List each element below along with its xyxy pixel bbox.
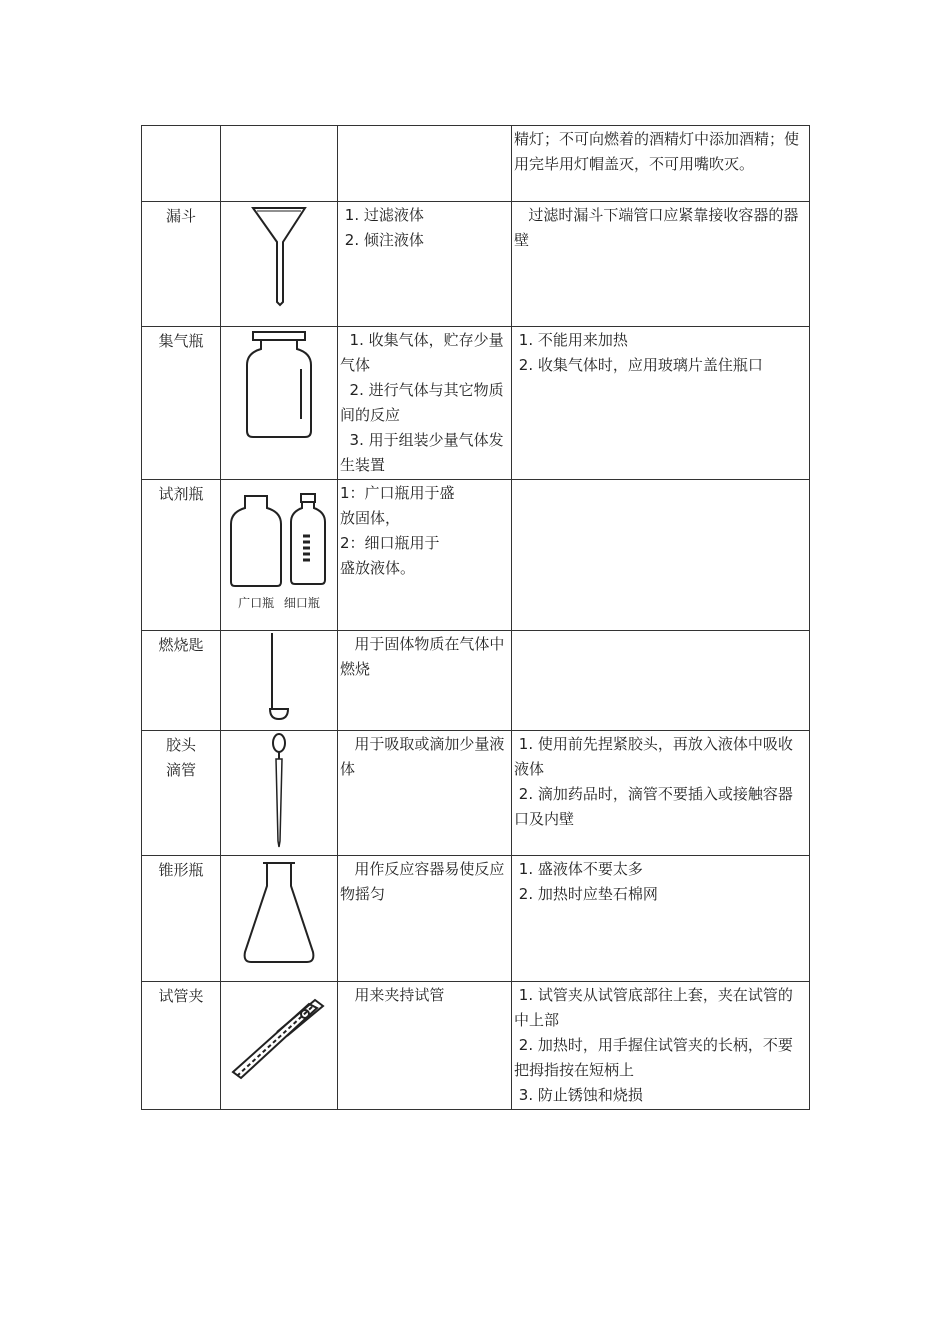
apparatus-name: 试管夹	[158, 987, 204, 1005]
notes-cell	[512, 327, 810, 480]
notes-cell	[512, 982, 810, 1110]
image-cell	[221, 731, 338, 856]
use-line: 用于固体物质在气体中燃烧	[340, 635, 505, 678]
notes-cell	[512, 480, 810, 631]
table-row	[142, 480, 810, 631]
uses-cell	[338, 631, 512, 731]
name-cell	[142, 202, 221, 327]
apparatus-name: 漏斗	[165, 207, 196, 225]
notes-cell	[512, 631, 810, 731]
use-line: 2. 进行气体与其它物质间的反应	[340, 381, 504, 424]
image-cell	[221, 982, 338, 1110]
uses-cell	[338, 126, 512, 202]
note-line: 1. 试管夹从试管底部往上套，夹在试管的中上部	[514, 986, 793, 1029]
table-row	[142, 631, 810, 731]
gas-collecting-bottle-icon	[239, 327, 319, 442]
table-row	[142, 731, 810, 856]
image-cell	[221, 327, 338, 480]
name-cell	[142, 731, 221, 856]
image-cell	[221, 202, 338, 327]
uses-cell	[338, 982, 512, 1110]
use-line: 1. 过滤液体	[340, 206, 424, 224]
use-line: 用于吸取或滴加少量液体	[340, 735, 505, 778]
use-line: 1. 收集气体，贮存少量气体	[340, 331, 504, 374]
image-cell	[221, 480, 338, 631]
apparatus-name: 锥形瓶	[158, 861, 204, 879]
name-cell	[142, 982, 221, 1110]
table-row	[142, 202, 810, 327]
use-line: 放固体，	[340, 509, 401, 527]
uses-cell	[338, 731, 512, 856]
use-line: 2. 倾注液体	[340, 231, 424, 249]
use-line: 2：细口瓶用于	[340, 534, 440, 552]
uses-cell	[338, 480, 512, 631]
reagent-bottles-icon	[223, 492, 335, 590]
uses-cell	[338, 856, 512, 982]
table-row	[142, 126, 810, 202]
use-line: 用来夹持试管	[340, 986, 445, 1004]
note-line: 1. 不能用来加热	[514, 331, 628, 349]
apparatus-name: 燃烧匙	[158, 636, 204, 654]
funnel-icon	[239, 202, 319, 312]
note-line: 精灯；不可向燃着的酒精灯中添加酒精；使用完毕用灯帽盖灭，不可用嘴吹灭。	[514, 130, 800, 173]
table-row	[142, 982, 810, 1110]
uses-cell	[338, 327, 512, 480]
apparatus-name: 试剂瓶	[158, 485, 204, 503]
use-line: 3. 用于组装少量气体发生装置	[340, 431, 504, 474]
notes-cell	[512, 202, 810, 327]
apparatus-table	[141, 125, 810, 1110]
notes-cell	[512, 731, 810, 856]
notes-cell	[512, 126, 810, 202]
wide-mouth-bottle-caption: 广口瓶	[238, 596, 275, 610]
apparatus-name: 滴管	[165, 761, 196, 779]
use-line: 用作反应容器易使反应物摇匀	[340, 860, 505, 903]
image-cell	[221, 126, 338, 202]
notes-cell	[512, 856, 810, 982]
uses-cell	[338, 202, 512, 327]
conical-flask-icon	[239, 860, 319, 970]
name-cell	[142, 856, 221, 982]
test-tube-holder-icon	[227, 996, 331, 1086]
apparatus-name: 胶头	[165, 736, 196, 754]
apparatus-name: 集气瓶	[158, 332, 204, 350]
note-line: 1. 盛液体不要太多	[514, 860, 643, 878]
image-cell	[221, 856, 338, 982]
name-cell	[142, 631, 221, 731]
table-row	[142, 856, 810, 982]
table-row	[142, 327, 810, 480]
use-line: 盛放液体。	[340, 559, 416, 577]
note-line: 2. 加热时应垫石棉网	[514, 885, 658, 903]
name-cell	[142, 327, 221, 480]
image-cell	[221, 631, 338, 731]
narrow-mouth-bottle-caption: 细口瓶	[283, 596, 320, 610]
note-line: 3. 防止锈蚀和烧损	[514, 1086, 643, 1104]
dropper-icon	[259, 731, 299, 851]
note-line: 2. 收集气体时，应用玻璃片盖住瓶口	[514, 356, 763, 374]
note-line: 1. 使用前先捏紧胶头，再放入液体中吸收液体	[514, 735, 793, 778]
combustion-spoon-icon	[249, 631, 309, 725]
note-line: 2. 加热时，用手握住试管夹的长柄，不要把拇指按在短柄上	[514, 1036, 793, 1079]
name-cell	[142, 480, 221, 631]
name-cell	[142, 126, 221, 202]
note-line: 2. 滴加药品时，滴管不要插入或接触容器口及内壁	[514, 785, 793, 828]
note-line: 过滤时漏斗下端管口应紧靠接收容器的器壁	[514, 206, 799, 249]
use-line: 1：广口瓶用于盛	[340, 484, 455, 502]
